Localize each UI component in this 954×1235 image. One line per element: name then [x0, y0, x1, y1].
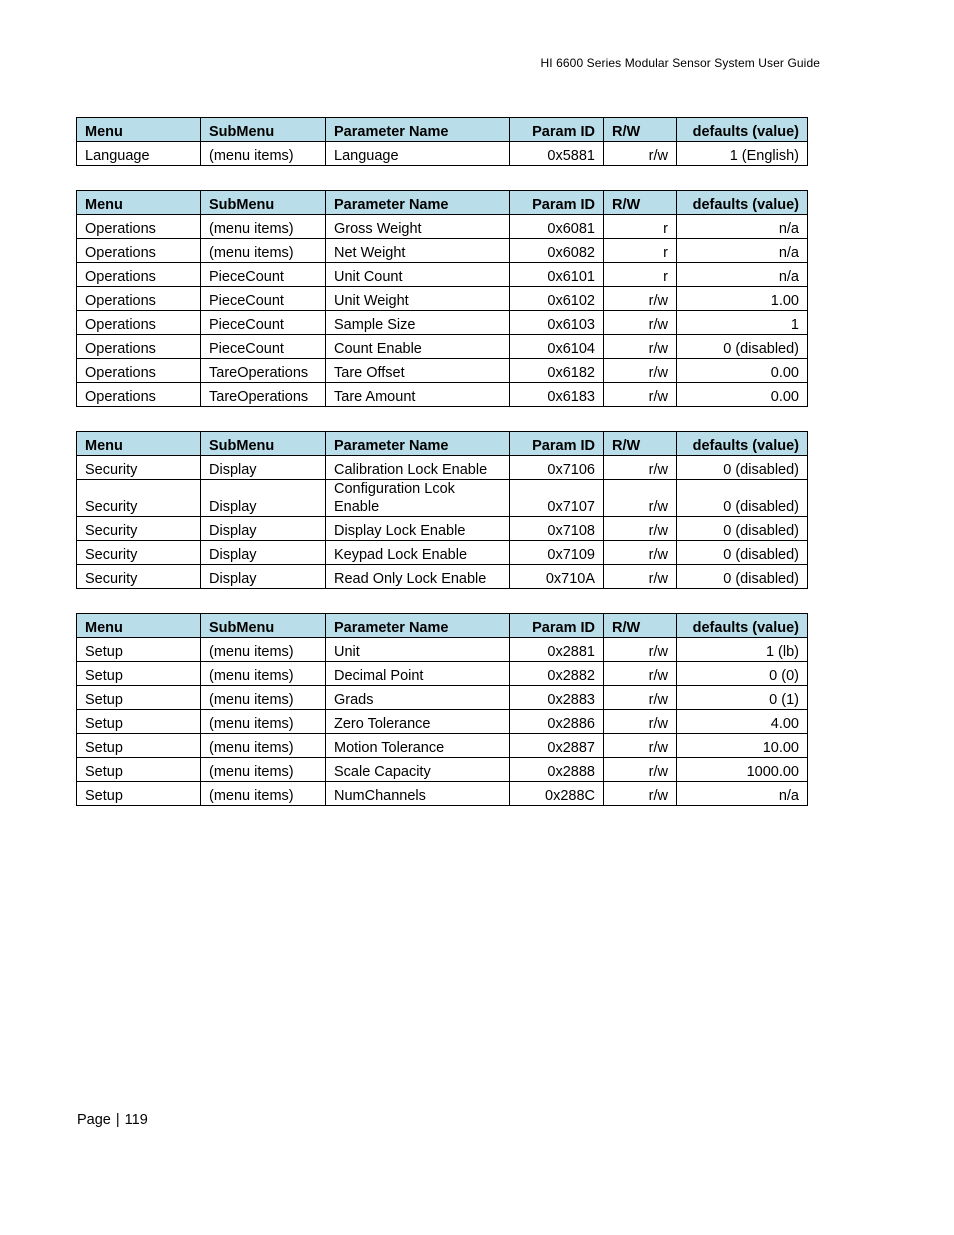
parameter-table: [76, 117, 808, 166]
column-header-parameter-name: Parameter Name: [326, 191, 510, 215]
column-header-menu: Menu: [77, 191, 201, 215]
cell-parameter-name: Count Enable: [326, 335, 510, 359]
table-row: [77, 517, 808, 541]
column-header-param-id: Param ID: [510, 432, 604, 456]
cell-menu: Operations: [77, 311, 201, 335]
column-header-default-value: defaults (value): [677, 191, 808, 215]
cell-parameter-name: Gross Weight: [326, 215, 510, 239]
cell-default-value: 0.00: [677, 383, 808, 407]
cell-submenu: Display: [201, 565, 326, 589]
cell-default-value: 1 (lb): [677, 638, 808, 662]
cell-default-value: 0 (disabled): [677, 517, 808, 541]
cell-default-value: 4.00: [677, 710, 808, 734]
table-row: [77, 480, 808, 517]
table-row: [77, 311, 808, 335]
running-header: HI 6600 Series Modular Sensor System User Guide: [540, 56, 820, 70]
cell-submenu: TareOperations: [201, 359, 326, 383]
cell-submenu: (menu items): [201, 782, 326, 806]
column-header-menu: Menu: [77, 432, 201, 456]
cell-rw: r/w: [604, 359, 677, 383]
column-header-default-value: defaults (value): [677, 432, 808, 456]
cell-param-id: 0x6103: [510, 311, 604, 335]
column-header-param-id: Param ID: [510, 191, 604, 215]
cell-default-value: n/a: [677, 215, 808, 239]
cell-submenu: (menu items): [201, 686, 326, 710]
column-header-submenu: SubMenu: [201, 118, 326, 142]
cell-submenu: (menu items): [201, 142, 326, 166]
cell-default-value: 0 (disabled): [677, 335, 808, 359]
cell-submenu: PieceCount: [201, 311, 326, 335]
column-header-menu: Menu: [77, 118, 201, 142]
cell-default-value: 0 (disabled): [677, 541, 808, 565]
column-header-submenu: SubMenu: [201, 191, 326, 215]
cell-parameter-name: Language: [326, 142, 510, 166]
cell-menu: Setup: [77, 734, 201, 758]
table-header-row: [77, 614, 808, 638]
cell-parameter-name: Display Lock Enable: [326, 517, 510, 541]
cell-submenu: PieceCount: [201, 335, 326, 359]
cell-submenu: TareOperations: [201, 383, 326, 407]
parameter-table: [76, 431, 808, 589]
column-header-submenu: SubMenu: [201, 432, 326, 456]
cell-submenu: Display: [201, 517, 326, 541]
table-row: [77, 686, 808, 710]
cell-rw: r: [604, 239, 677, 263]
table-row: [77, 359, 808, 383]
cell-submenu: Display: [201, 541, 326, 565]
table-row: [77, 215, 808, 239]
cell-param-id: 0x6104: [510, 335, 604, 359]
table-row: [77, 383, 808, 407]
cell-default-value: 1: [677, 311, 808, 335]
table-row: [77, 565, 808, 589]
column-header-param-id: Param ID: [510, 614, 604, 638]
table-row: [77, 335, 808, 359]
cell-parameter-name: NumChannels: [326, 782, 510, 806]
cell-menu: Operations: [77, 335, 201, 359]
cell-parameter-name: Tare Amount: [326, 383, 510, 407]
cell-default-value: 10.00: [677, 734, 808, 758]
page-footer: [77, 1112, 148, 1128]
cell-rw: r/w: [604, 335, 677, 359]
cell-rw: r/w: [604, 480, 677, 517]
page-label: Page: [77, 1112, 111, 1128]
table-row: [77, 287, 808, 311]
parameter-tables: [76, 117, 807, 830]
cell-param-id: 0x6183: [510, 383, 604, 407]
table-row: [77, 456, 808, 480]
cell-default-value: 0 (1): [677, 686, 808, 710]
cell-param-id: 0x5881: [510, 142, 604, 166]
cell-submenu: PieceCount: [201, 263, 326, 287]
cell-submenu: (menu items): [201, 758, 326, 782]
cell-default-value: 0 (disabled): [677, 456, 808, 480]
cell-menu: Setup: [77, 710, 201, 734]
column-header-menu: Menu: [77, 614, 201, 638]
cell-menu: Operations: [77, 359, 201, 383]
cell-rw: r/w: [604, 734, 677, 758]
table-row: [77, 734, 808, 758]
cell-menu: Security: [77, 456, 201, 480]
cell-default-value: 0 (0): [677, 662, 808, 686]
cell-menu: Operations: [77, 383, 201, 407]
cell-param-id: 0x6182: [510, 359, 604, 383]
cell-param-id: 0x6102: [510, 287, 604, 311]
cell-default-value: 0.00: [677, 359, 808, 383]
cell-rw: r/w: [604, 565, 677, 589]
cell-param-id: 0x6081: [510, 215, 604, 239]
cell-rw: r/w: [604, 686, 677, 710]
cell-default-value: n/a: [677, 263, 808, 287]
cell-rw: r/w: [604, 710, 677, 734]
cell-parameter-name: Tare Offset: [326, 359, 510, 383]
cell-parameter-name: Decimal Point: [326, 662, 510, 686]
cell-default-value: 1.00: [677, 287, 808, 311]
cell-parameter-name: Sample Size: [326, 311, 510, 335]
cell-default-value: n/a: [677, 782, 808, 806]
cell-submenu: (menu items): [201, 239, 326, 263]
cell-rw: r/w: [604, 662, 677, 686]
cell-submenu: (menu items): [201, 662, 326, 686]
cell-param-id: 0x2883: [510, 686, 604, 710]
cell-rw: r/w: [604, 383, 677, 407]
table-header-row: [77, 118, 808, 142]
table-row: [77, 142, 808, 166]
cell-default-value: 1000.00: [677, 758, 808, 782]
cell-default-value: n/a: [677, 239, 808, 263]
table-row: [77, 541, 808, 565]
cell-menu: Operations: [77, 215, 201, 239]
cell-parameter-name: Grads: [326, 686, 510, 710]
cell-param-id: 0x2881: [510, 638, 604, 662]
column-header-parameter-name: Parameter Name: [326, 432, 510, 456]
cell-menu: Setup: [77, 662, 201, 686]
table-header-row: [77, 432, 808, 456]
cell-parameter-name: Read Only Lock Enable: [326, 565, 510, 589]
cell-submenu: (menu items): [201, 710, 326, 734]
cell-menu: Security: [77, 565, 201, 589]
cell-submenu: (menu items): [201, 734, 326, 758]
cell-parameter-name: Scale Capacity: [326, 758, 510, 782]
parameter-table: [76, 613, 808, 806]
column-header-rw: R/W: [604, 614, 677, 638]
cell-param-id: 0x2888: [510, 758, 604, 782]
column-header-parameter-name: Parameter Name: [326, 614, 510, 638]
cell-rw: r/w: [604, 638, 677, 662]
cell-param-id: 0x288C: [510, 782, 604, 806]
table-header-row: [77, 191, 808, 215]
cell-parameter-name: Net Weight: [326, 239, 510, 263]
column-header-rw: R/W: [604, 118, 677, 142]
table-row: [77, 662, 808, 686]
cell-param-id: 0x2887: [510, 734, 604, 758]
cell-parameter-name: Calibration Lock Enable: [326, 456, 510, 480]
cell-param-id: 0x6082: [510, 239, 604, 263]
cell-rw: r/w: [604, 541, 677, 565]
column-header-parameter-name: Parameter Name: [326, 118, 510, 142]
cell-parameter-name: Configuration Lcok Enable: [326, 480, 510, 517]
cell-param-id: 0x2886: [510, 710, 604, 734]
column-header-default-value: defaults (value): [677, 614, 808, 638]
table-row: [77, 638, 808, 662]
cell-rw: r/w: [604, 758, 677, 782]
page-number: 119: [124, 1112, 148, 1128]
table-row: [77, 758, 808, 782]
cell-submenu: (menu items): [201, 215, 326, 239]
cell-param-id: 0x2882: [510, 662, 604, 686]
cell-menu: Operations: [77, 263, 201, 287]
cell-rw: r: [604, 215, 677, 239]
cell-param-id: 0x7109: [510, 541, 604, 565]
cell-menu: Operations: [77, 287, 201, 311]
cell-submenu: (menu items): [201, 638, 326, 662]
cell-menu: Security: [77, 480, 201, 517]
cell-parameter-name: Unit Count: [326, 263, 510, 287]
cell-default-value: 0 (disabled): [677, 565, 808, 589]
cell-menu: Security: [77, 541, 201, 565]
column-header-submenu: SubMenu: [201, 614, 326, 638]
column-header-default-value: defaults (value): [677, 118, 808, 142]
cell-rw: r/w: [604, 456, 677, 480]
cell-param-id: 0x7108: [510, 517, 604, 541]
parameter-table: [76, 190, 808, 407]
cell-submenu: PieceCount: [201, 287, 326, 311]
cell-rw: r/w: [604, 287, 677, 311]
cell-parameter-name: Unit Weight: [326, 287, 510, 311]
cell-menu: Setup: [77, 758, 201, 782]
table-row: [77, 239, 808, 263]
cell-rw: r/w: [604, 782, 677, 806]
page-separator: |: [115, 1112, 120, 1128]
cell-submenu: Display: [201, 480, 326, 517]
cell-rw: r/w: [604, 311, 677, 335]
cell-param-id: 0x7106: [510, 456, 604, 480]
cell-default-value: 1 (English): [677, 142, 808, 166]
cell-submenu: Display: [201, 456, 326, 480]
cell-rw: r/w: [604, 517, 677, 541]
cell-menu: Setup: [77, 782, 201, 806]
cell-menu: Setup: [77, 638, 201, 662]
cell-default-value: 0 (disabled): [677, 480, 808, 517]
cell-rw: r: [604, 263, 677, 287]
cell-menu: Setup: [77, 686, 201, 710]
cell-parameter-name: Motion Tolerance: [326, 734, 510, 758]
cell-parameter-name: Unit: [326, 638, 510, 662]
cell-parameter-name: Keypad Lock Enable: [326, 541, 510, 565]
cell-parameter-name: Zero Tolerance: [326, 710, 510, 734]
cell-rw: r/w: [604, 142, 677, 166]
column-header-rw: R/W: [604, 432, 677, 456]
cell-menu: Security: [77, 517, 201, 541]
table-row: [77, 710, 808, 734]
cell-menu: Language: [77, 142, 201, 166]
column-header-rw: R/W: [604, 191, 677, 215]
cell-param-id: 0x6101: [510, 263, 604, 287]
cell-menu: Operations: [77, 239, 201, 263]
table-row: [77, 263, 808, 287]
table-row: [77, 782, 808, 806]
cell-param-id: 0x710A: [510, 565, 604, 589]
column-header-param-id: Param ID: [510, 118, 604, 142]
cell-param-id: 0x7107: [510, 480, 604, 517]
